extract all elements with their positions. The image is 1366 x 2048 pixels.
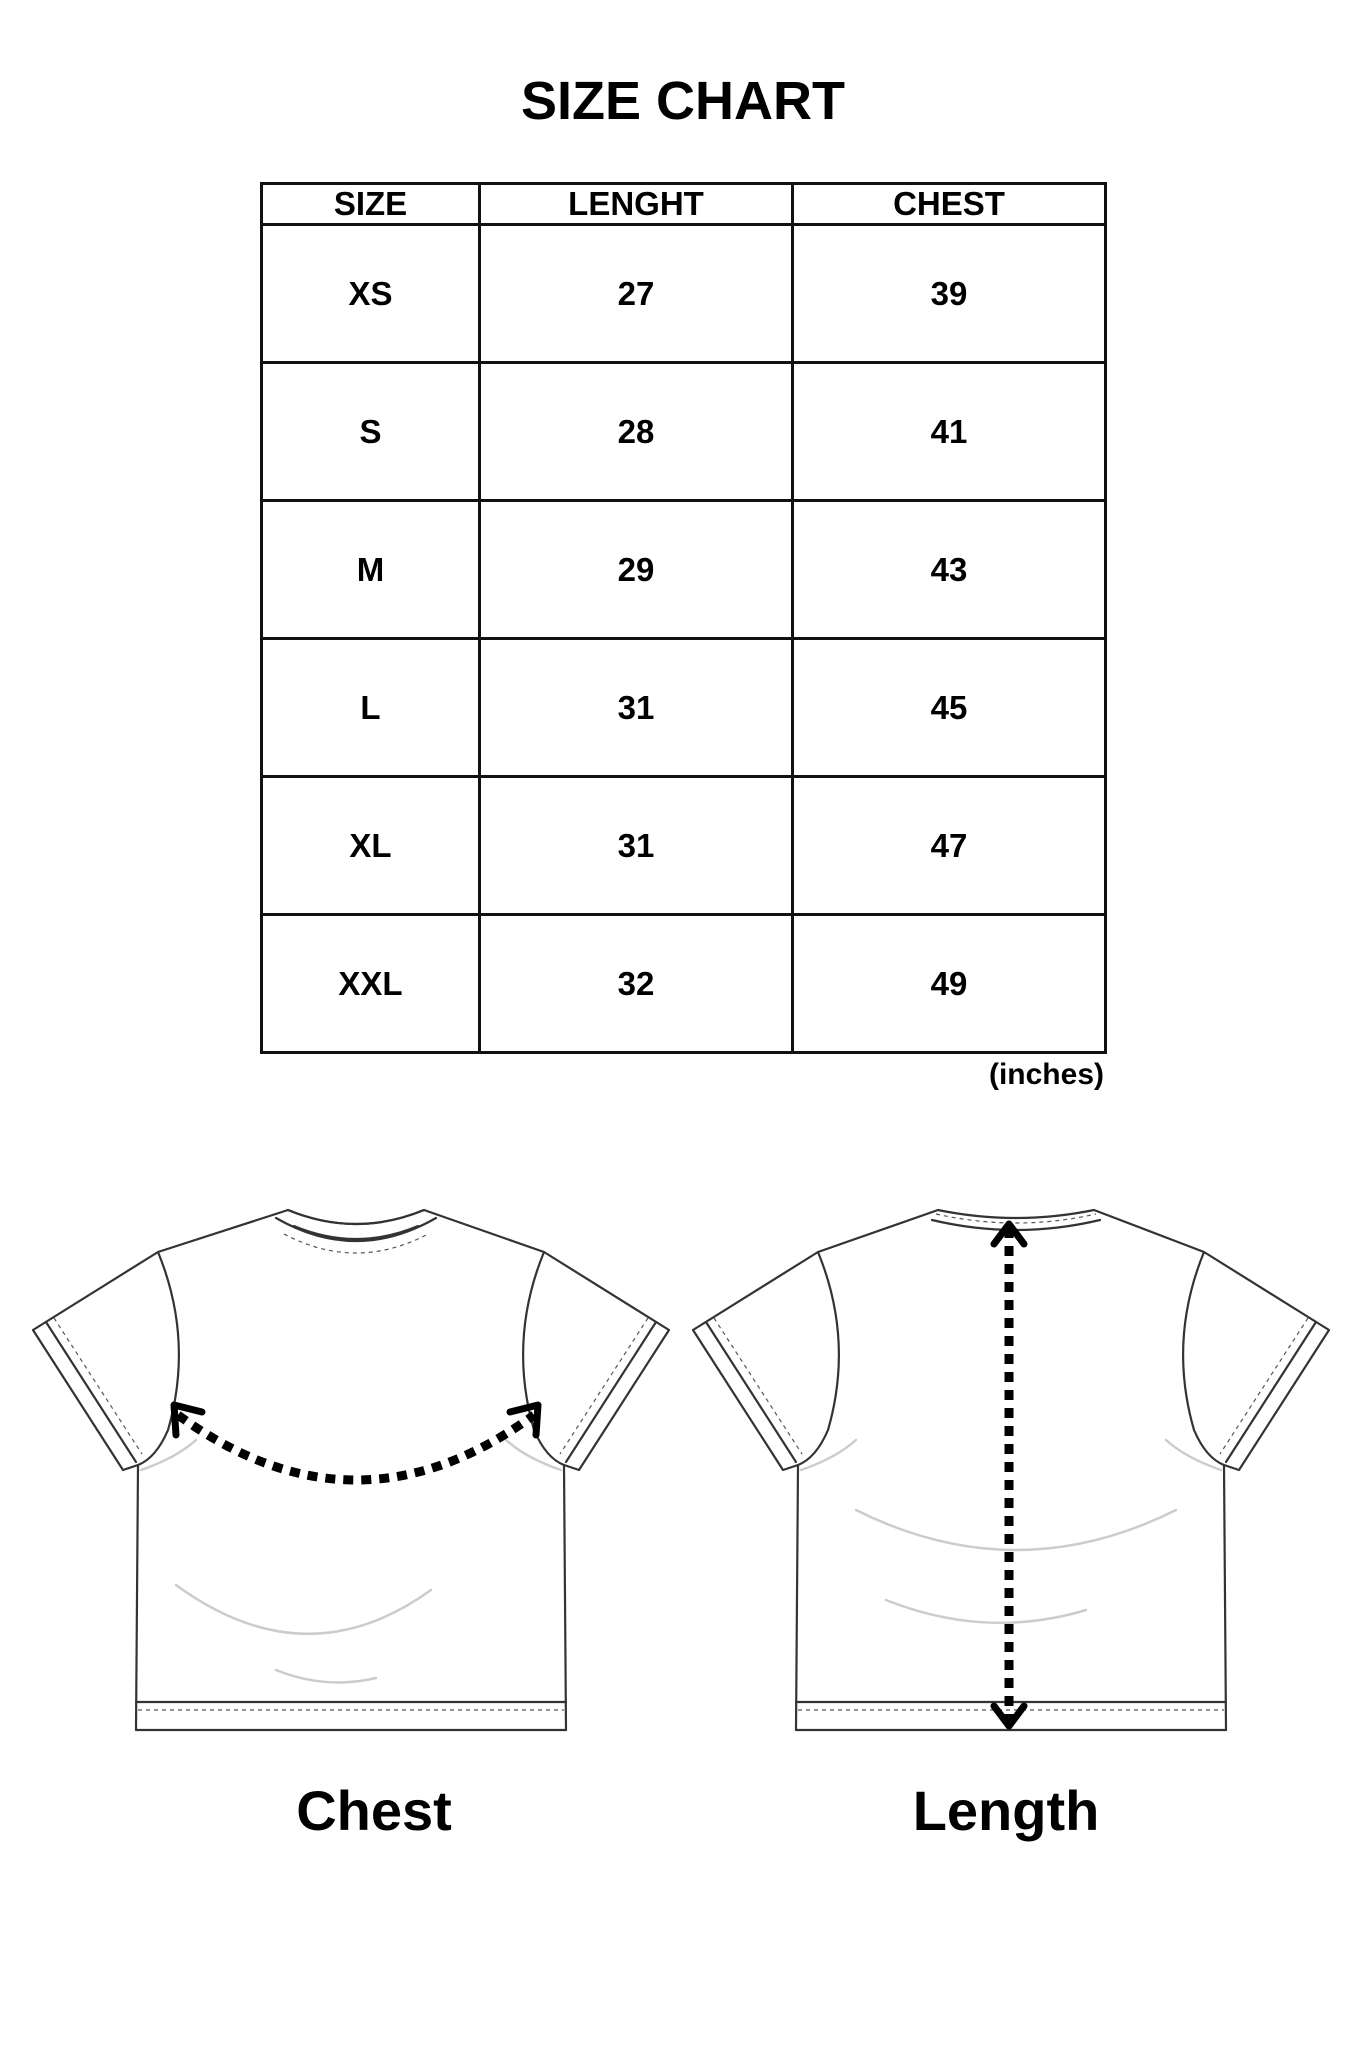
header-chest: CHEST (793, 184, 1106, 225)
cell-chest: 41 (793, 363, 1106, 501)
cell-size: L (262, 639, 480, 777)
cell-size: S (262, 363, 480, 501)
cell-size: XL (262, 777, 480, 915)
cell-length: 32 (480, 915, 793, 1053)
cell-size: M (262, 501, 480, 639)
table-row (262, 915, 1106, 1053)
cell-chest: 47 (793, 777, 1106, 915)
header-size: SIZE (262, 184, 480, 225)
tshirt-front-outline (33, 1210, 669, 1730)
table-row (262, 225, 1106, 363)
page-title: SIZE CHART (521, 71, 845, 131)
size-table (260, 182, 1107, 1054)
cell-length: 28 (480, 363, 793, 501)
tshirt-back-illustration (686, 1190, 1346, 1750)
cell-chest: 43 (793, 501, 1106, 639)
cell-chest: 49 (793, 915, 1106, 1053)
units-label: (inches) (988, 1058, 1104, 1091)
cell-size: XS (262, 225, 480, 363)
cell-length: 27 (480, 225, 793, 363)
length-caption: Length (912, 1779, 1100, 1842)
table-row (262, 501, 1106, 639)
cell-length: 31 (480, 777, 793, 915)
cell-length: 29 (480, 501, 793, 639)
table-row (262, 777, 1106, 915)
cell-length: 31 (480, 639, 793, 777)
cell-chest: 45 (793, 639, 1106, 777)
cell-size: XXL (262, 915, 480, 1053)
header-length: LENGHT (480, 184, 793, 225)
table-row (262, 639, 1106, 777)
table-header-row (262, 184, 1106, 225)
tshirt-front-illustration (26, 1190, 686, 1750)
table-row (262, 363, 1106, 501)
chest-caption: Chest (296, 1779, 452, 1842)
cell-chest: 39 (793, 225, 1106, 363)
